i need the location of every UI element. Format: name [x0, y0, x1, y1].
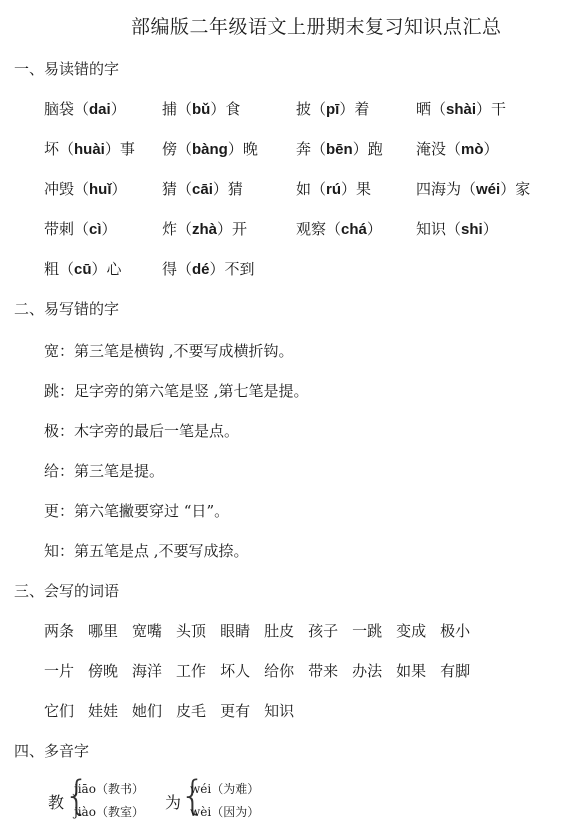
- misread-item: [296, 218, 382, 239]
- word: 娃娃: [88, 702, 119, 720]
- word: 有脚: [440, 662, 471, 680]
- section-heading-misread: 一、易读错的字: [14, 60, 120, 78]
- pinyin: rú: [326, 181, 342, 198]
- hanzi-text: ）不到: [209, 260, 255, 278]
- pinyin: cāi: [192, 181, 213, 198]
- hanzi-text: ）猜: [212, 180, 243, 198]
- pinyin: huǐ: [89, 181, 112, 198]
- word: 一片: [44, 662, 75, 680]
- word: 它们: [44, 702, 75, 720]
- misread-item: [416, 178, 530, 199]
- word: 带来: [308, 662, 339, 680]
- hanzi-text: ）: [110, 100, 126, 118]
- writing-rule: 跳：足字旁的第六笔是竖 ,第七笔是提。: [44, 382, 309, 400]
- misread-item: [416, 138, 499, 159]
- word: 办法: [352, 662, 383, 680]
- pinyin: bēn: [326, 141, 353, 158]
- word: 更有: [220, 702, 251, 720]
- word: 知识: [264, 702, 295, 720]
- word-row: [44, 660, 484, 681]
- brace-icon: {: [64, 773, 90, 819]
- hanzi-text: 冲毁（: [44, 180, 90, 198]
- section-heading-polyphones: 四、多音字: [14, 742, 90, 760]
- writing-rule: 给：第三笔是提。: [44, 462, 165, 480]
- word: 极小: [440, 622, 471, 640]
- hanzi-text: ）开: [217, 220, 248, 238]
- misread-item: [162, 178, 243, 199]
- section-heading-words: 三、会写的词语: [14, 582, 120, 600]
- misread-item: [44, 138, 135, 159]
- hanzi-text: 得（: [162, 260, 193, 278]
- word: 工作: [176, 662, 207, 680]
- section-heading-miswritten: 二、易写错的字: [14, 300, 120, 318]
- misread-item: [44, 98, 126, 119]
- word: 坏人: [220, 662, 251, 680]
- hanzi-text: ）心: [91, 260, 122, 278]
- polyphone-reading: wèi（因为）: [190, 805, 260, 819]
- word: 两条: [44, 622, 75, 640]
- word-row: [44, 700, 308, 721]
- hanzi-text: ）: [482, 220, 498, 238]
- hanzi-text: ）: [101, 220, 117, 238]
- misread-item: [296, 98, 369, 119]
- hanzi-text: ）干: [476, 100, 507, 118]
- pinyin: pī: [326, 101, 340, 118]
- pinyin: zhà: [192, 221, 218, 238]
- hanzi-text: 晒（: [416, 100, 447, 118]
- brace-icon: {: [180, 773, 206, 819]
- misread-item: [44, 258, 122, 279]
- hanzi-text: ）跑: [352, 140, 383, 158]
- hanzi-text: ）事: [104, 140, 135, 158]
- polyphone-reading: wéi（为难）: [190, 782, 260, 796]
- hanzi-text: 知识（: [416, 220, 462, 238]
- pinyin: shài: [446, 101, 477, 118]
- hanzi-text: 捕（: [162, 100, 193, 118]
- pinyin: bǔ: [192, 101, 211, 118]
- hanzi-text: 披（: [296, 100, 327, 118]
- word: 她们: [132, 702, 163, 720]
- word: 头顶: [176, 622, 207, 640]
- word-row: [44, 620, 484, 641]
- hanzi-text: 坏（: [44, 140, 75, 158]
- word: 海洋: [132, 662, 163, 680]
- misread-item: [162, 138, 258, 159]
- hanzi-text: ）家: [500, 180, 531, 198]
- word: 傍晚: [88, 662, 119, 680]
- pinyin: chá: [341, 221, 367, 238]
- word: 给你: [264, 662, 295, 680]
- hanzi-text: 粗（: [44, 260, 75, 278]
- word: 肚皮: [264, 622, 295, 640]
- pinyin: dé: [192, 261, 210, 278]
- hanzi-text: 四海为（: [416, 180, 477, 198]
- pinyin: cì: [89, 221, 102, 238]
- word: 哪里: [88, 622, 119, 640]
- hanzi-text: 带刺（: [44, 220, 90, 238]
- hanzi-text: ）: [111, 180, 127, 198]
- misread-item: [162, 98, 240, 119]
- pinyin: mò: [461, 141, 484, 158]
- hanzi-text: 如（: [296, 180, 327, 198]
- pinyin: bàng: [192, 141, 228, 158]
- misread-item: [416, 98, 506, 119]
- word: 变成: [396, 622, 427, 640]
- misread-item: [416, 218, 498, 239]
- polyphone-reading: jiào（教室）: [74, 805, 144, 819]
- hanzi-text: ）: [366, 220, 382, 238]
- pinyin: cū: [74, 261, 92, 278]
- misread-item: [162, 218, 247, 239]
- word: 宽嘴: [132, 622, 163, 640]
- hanzi-text: ）着: [339, 100, 370, 118]
- misread-item: [296, 178, 371, 199]
- hanzi-text: 猜（: [162, 180, 193, 198]
- pinyin: shi: [461, 221, 483, 238]
- hanzi-text: 淹没（: [416, 140, 462, 158]
- word: 一跳: [352, 622, 383, 640]
- word: 孩子: [308, 622, 339, 640]
- pinyin: huài: [74, 141, 105, 158]
- hanzi-text: ）果: [341, 180, 372, 198]
- writing-rule: 极：木字旁的最后一笔是点。: [44, 422, 240, 440]
- hanzi-text: 观察（: [296, 220, 342, 238]
- word: 皮毛: [176, 702, 207, 720]
- writing-rule: 更：第六笔撇要穿过 “日”。: [44, 502, 230, 520]
- pinyin: wéi: [476, 181, 501, 198]
- polyphone-reading: jiāo（教书）: [74, 782, 144, 796]
- hanzi-text: ）食: [210, 100, 241, 118]
- misread-item: [44, 218, 117, 239]
- hanzi-text: ）: [483, 140, 499, 158]
- writing-rule: 知：第五笔是点 ,不要写成捺。: [44, 542, 249, 560]
- page-title: 部编版二年级语文上册期末复习知识点汇总: [131, 16, 502, 38]
- writing-rule: 宽：第三笔是横钩 ,不要写成横折钩。: [44, 342, 294, 360]
- misread-item: [44, 178, 127, 199]
- hanzi-text: 脑袋（: [44, 100, 90, 118]
- polyphone-char: 为: [165, 793, 182, 812]
- hanzi-text: 傍（: [162, 140, 193, 158]
- word: 眼睛: [220, 622, 251, 640]
- hanzi-text: 奔（: [296, 140, 327, 158]
- misread-item: [296, 138, 383, 159]
- word: 如果: [396, 662, 427, 680]
- hanzi-text: 炸（: [162, 220, 193, 238]
- pinyin: dai: [89, 101, 111, 118]
- hanzi-text: ）晚: [227, 140, 258, 158]
- misread-item: [162, 258, 255, 279]
- polyphone-char: 教: [48, 793, 65, 812]
